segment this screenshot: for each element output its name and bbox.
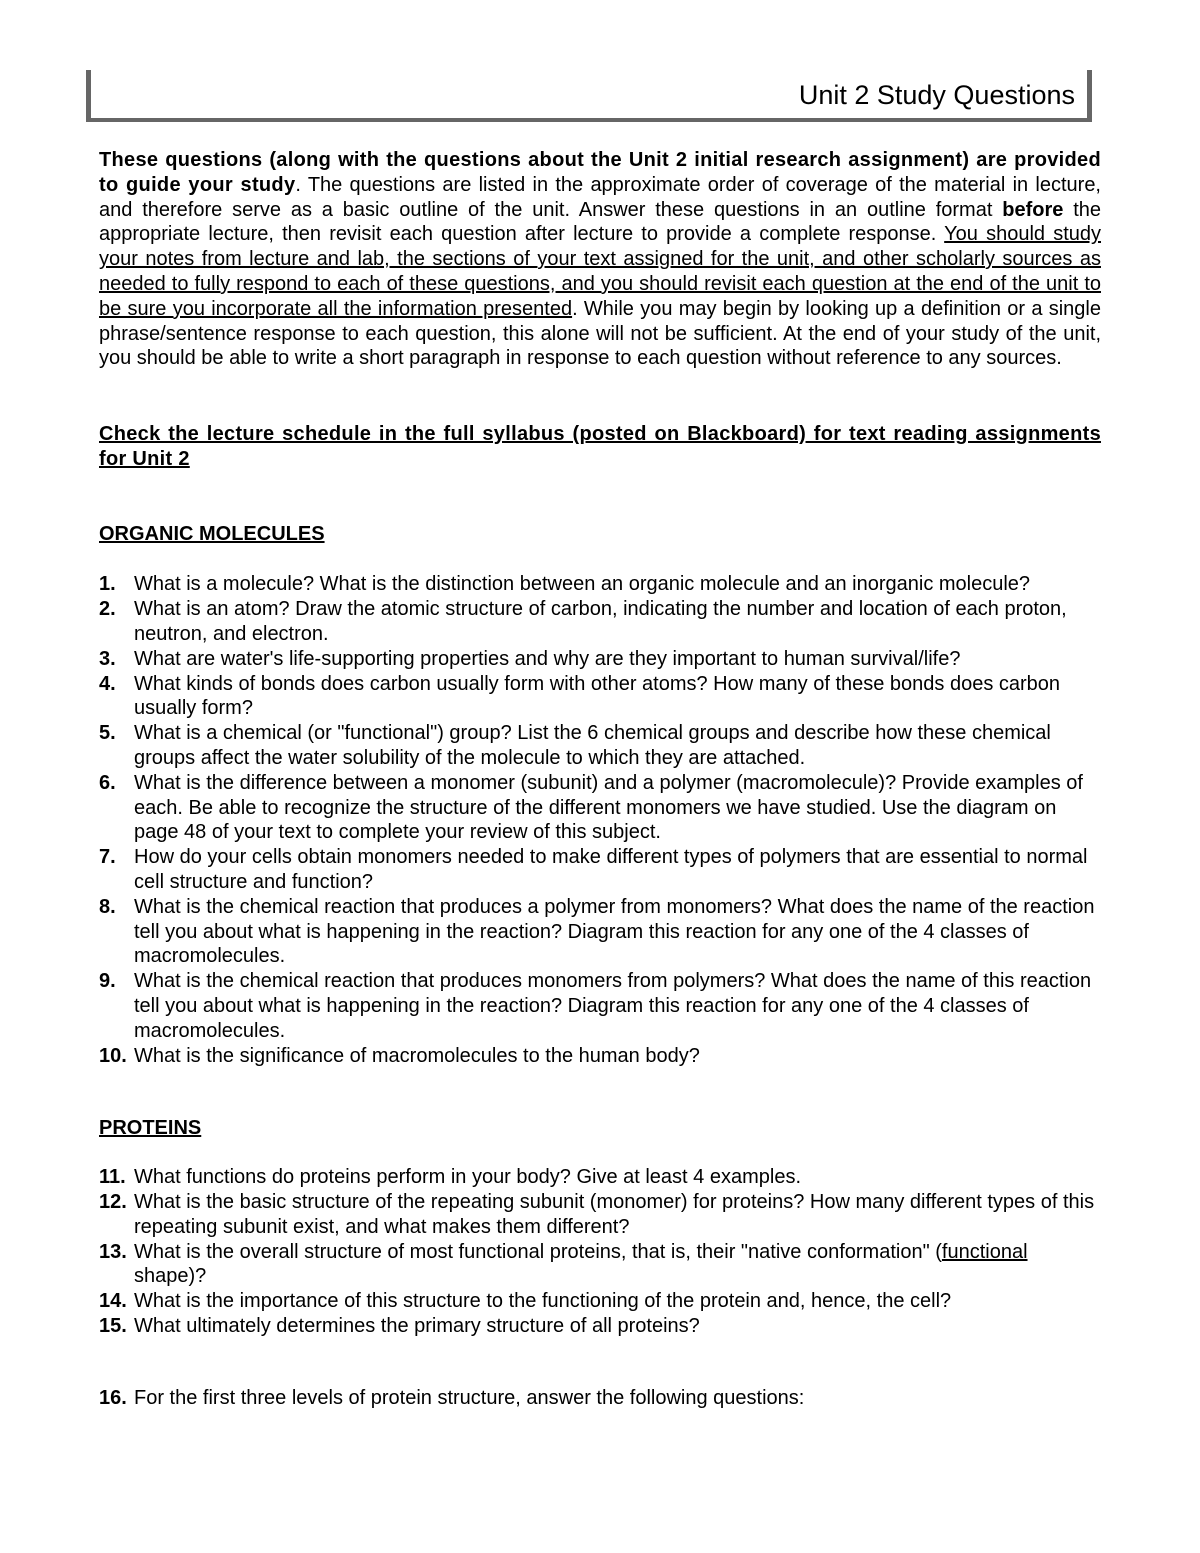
question-13	[99, 1240, 1101, 1290]
question-7	[99, 845, 1101, 895]
question-text: What functions do proteins perform in your body? Give at least 4 examples.	[134, 1166, 802, 1189]
question-text: What is a molecule? What is the distinction between an organic molecule and an inorganic molecule?	[134, 573, 1031, 596]
intro-underlined: You should study your notes from lecture and lab, the sections of your text assigned for the unit, and other scholarly sources as needed to fully respond to each of these questions, and you should revisit each question at the end of the unit to be sure you incorporate all the information presented	[99, 223, 1101, 320]
question-16	[99, 1386, 1101, 1411]
question-text: What is the difference between a monomer (subunit) and a polymer (macromolecule)? Provide examples of each. Be able to recognize the structure of the different monomers we have studied. Use the diagram on page 48 of your text to complete your review of this subject.	[134, 771, 1083, 844]
intro-text-1: . The questions are listed in the approximate order of coverage of the material in lecture, and therefore serve as a basic outline of the unit. Answer these questions in an outline format	[99, 173, 1101, 221]
question-number: 2.	[99, 598, 116, 621]
question-text: What is the chemical reaction that produces monomers from polymers? What does the name of this reaction tell you about what is happening in the reaction? Diagram this reaction for any one of the 4 classes of macromolecules.	[134, 970, 1092, 1042]
question-10	[99, 1044, 1101, 1069]
section-heading-organic: ORGANIC MOLECULES	[99, 523, 325, 546]
intro-text-3: . While you may begin by looking up a definition or a single phrase/sentence response to each question, this alone will not be sufficient. At the end of your study of the unit, you should be able to write a short paragraph in response to each question without reference to any sources.	[99, 297, 1101, 370]
intro-text-2: the appropriate lecture, then revisit each question after lecture to provide a complete response.	[99, 198, 1102, 246]
question-text-after: shape)?	[134, 1265, 207, 1288]
question-text: What is the significance of macromolecules to the human body?	[134, 1044, 700, 1067]
question-text: What ultimately determines the primary structure of all proteins?	[134, 1315, 700, 1338]
question-4	[99, 672, 1101, 722]
intro-bold-word: before	[1002, 198, 1064, 221]
question-8	[99, 895, 1101, 969]
question-text: What is a chemical (or "functional") group? List the 6 chemical groups and describe how these chemical groups affect the water solubility of the molecule to which they are attached.	[134, 722, 1051, 769]
question-number: 8.	[99, 895, 116, 918]
question-number: 12.	[99, 1191, 127, 1214]
syllabus-note: Check the lecture schedule in the full syllabus (posted on Blackboard) for text reading assignments for Unit 2	[99, 423, 1101, 470]
question-number: 6.	[99, 771, 116, 794]
question-underlined-word: functional	[941, 1240, 1028, 1263]
intro-paragraph	[99, 148, 1101, 371]
section-heading-proteins: PROTEINS	[99, 1117, 202, 1140]
question-text: How do your cells obtain monomers needed to make different types of polymers that are essential to normal cell structure and function?	[134, 846, 1088, 893]
question-number: 3.	[99, 647, 116, 670]
question-text: What is the importance of this structure to the functioning of the protein and, hence, the cell?	[134, 1290, 952, 1313]
question-number: 5.	[99, 722, 116, 745]
question-14	[99, 1289, 1101, 1314]
question-1	[99, 572, 1101, 597]
question-text: What are water's life-supporting properties and why are they important to human survival/life?	[134, 647, 961, 670]
question-5	[99, 721, 1101, 771]
question-number: 9.	[99, 970, 116, 993]
question-text: What is the basic structure of the repeating subunit (monomer) for proteins? How many different types of this repeating subunit exist, and what makes them different?	[134, 1191, 1095, 1238]
question-text: What is the chemical reaction that produces a polymer from monomers? What does the name of the reaction tell you about what is happening in the reaction? Diagram this reaction for any one of the 4 classes of macromolecules.	[134, 895, 1095, 968]
question-number: 11.	[99, 1166, 126, 1189]
header-box	[86, 70, 1092, 122]
question-text: What is an atom? Draw the atomic structure of carbon, indicating the number and location of each proton, neutron, and electron.	[134, 598, 1067, 645]
question-2	[99, 597, 1101, 647]
question-text: What kinds of bonds does carbon usually form with other atoms? How many of these bonds does carbon usually form?	[134, 672, 1061, 720]
intro-lead: These questions (along with the questions about the Unit 2 initial research assignment) are provided to guide your study	[99, 149, 1101, 196]
question-number: 16.	[99, 1386, 127, 1409]
question-number: 13.	[99, 1240, 127, 1263]
question-number: 4.	[99, 672, 116, 695]
question-number: 14.	[99, 1290, 127, 1313]
question-6	[99, 771, 1101, 845]
question-number: 10.	[99, 1044, 127, 1067]
question-11	[99, 1165, 1101, 1190]
question-12	[99, 1190, 1101, 1240]
page-title: Unit 2 Study Questions	[798, 80, 1075, 110]
question-number: 15.	[99, 1315, 127, 1338]
question-number: 1.	[99, 573, 116, 596]
question-15	[99, 1314, 1101, 1339]
question-number: 7.	[99, 846, 116, 869]
document-body	[99, 148, 1101, 1411]
proteins-question-list	[99, 1165, 1101, 1410]
question-9	[99, 969, 1101, 1043]
organic-question-list	[99, 572, 1101, 1068]
question-text: What is the overall structure of most functional proteins, that is, their "native conformation" (	[134, 1240, 942, 1263]
question-text: For the first three levels of protein structure, answer the following questions:	[134, 1386, 805, 1409]
question-3	[99, 647, 1101, 672]
